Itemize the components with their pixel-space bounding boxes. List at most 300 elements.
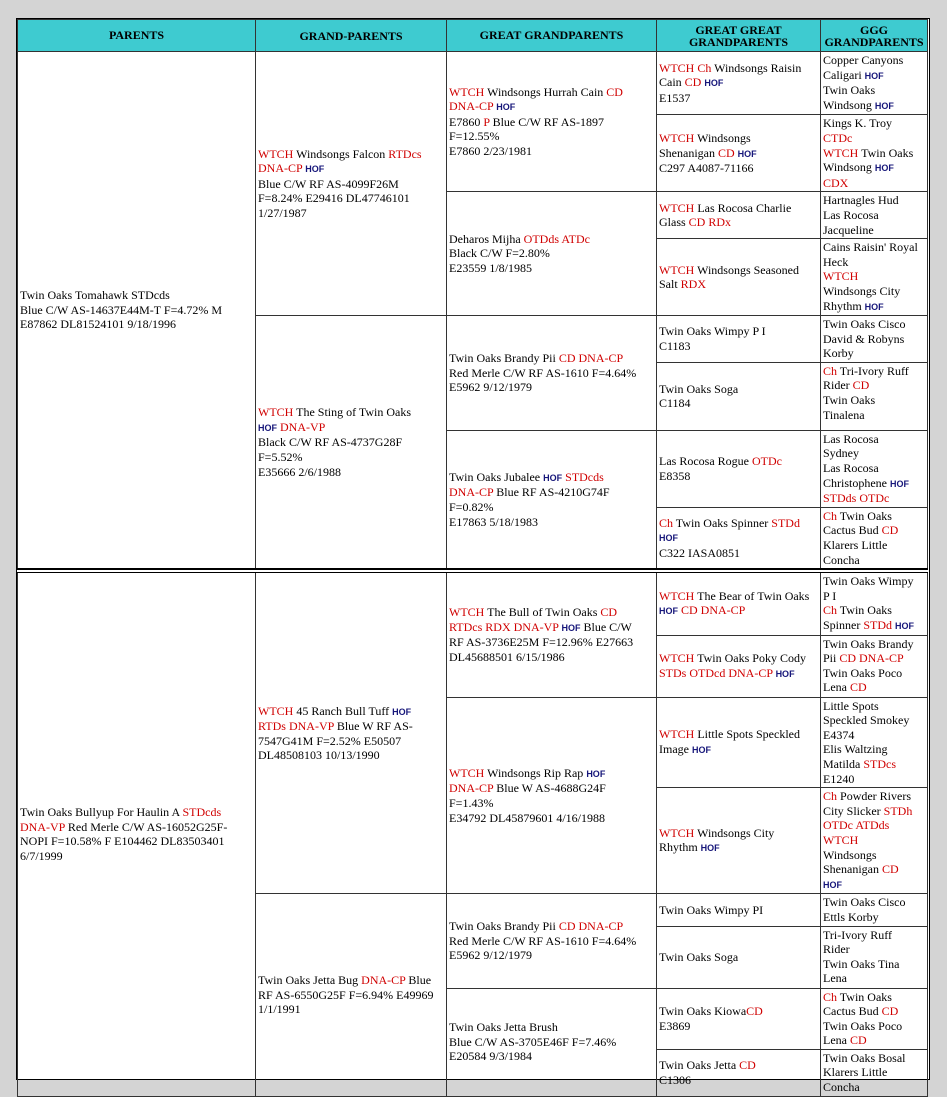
entry-line <box>823 928 925 943</box>
ggg-grandparent-cell <box>821 362 928 430</box>
entry-line <box>659 454 818 469</box>
entry-text: Concha <box>823 552 860 567</box>
ggg-grandparent-cell <box>821 430 928 507</box>
entry-line <box>258 435 444 450</box>
title-abbrev: RTDcs RDX DNA-VP <box>449 619 559 634</box>
entry-text: Sydney <box>823 446 859 461</box>
title-abbrev: CTDc <box>823 130 853 145</box>
entry-line <box>449 766 654 782</box>
entry-text: Hartnagles Hud <box>823 193 899 208</box>
entry-text: Lena <box>823 971 847 986</box>
entry-line <box>823 509 925 524</box>
entry-line <box>449 232 654 247</box>
title-abbrev: STDd <box>863 618 893 632</box>
entry-text: Rhythm <box>659 840 701 855</box>
entry-line <box>823 98 925 114</box>
entry-line <box>823 68 925 84</box>
entry-line <box>20 288 253 303</box>
hof-badge: HOF <box>659 606 678 617</box>
entry-line <box>823 131 925 146</box>
entry-text: C297 A4087-71166 <box>659 161 754 176</box>
entry-line <box>823 299 925 315</box>
entry-text: E23559 1/8/1985 <box>449 261 532 276</box>
entry-line <box>449 366 654 381</box>
entry-line <box>659 201 818 216</box>
entry-line <box>823 393 925 408</box>
entry-line <box>659 146 818 162</box>
entry-text: Concha <box>823 1080 860 1095</box>
title-abbrev: RDX <box>680 277 707 292</box>
entry-text: Twin Oaks Poco <box>823 665 903 680</box>
great-grandparent-cell <box>447 988 657 1096</box>
entry-line <box>659 589 818 604</box>
entry-text: Matilda <box>823 756 864 771</box>
title-abbrev: RTDcs <box>388 146 422 161</box>
entry-line <box>823 877 925 893</box>
title-abbrev: CD DNA-CP <box>839 651 904 666</box>
entry-text: F=12.55% <box>449 129 500 144</box>
ggg-grandparent-cell <box>821 635 928 697</box>
entry-text: Twin Oaks Tomahawk STDcds <box>20 288 170 303</box>
entry-line <box>449 919 654 934</box>
entry-text: Windsongs Raisin <box>711 60 802 75</box>
entry-text: Red Merle C/W RF AS-1610 F=4.64% <box>449 933 637 948</box>
entry-text: Twin Oaks Cisco <box>823 895 906 910</box>
entry-line <box>823 346 925 361</box>
entry-text: Twin Oaks Wimpy <box>823 574 914 589</box>
entry-line <box>449 261 654 276</box>
ggg-grandparent-cell <box>821 239 928 316</box>
title-abbrev: CD <box>849 680 867 695</box>
entry-text: Windsongs City <box>823 283 901 298</box>
ggg-grandparent-cell <box>821 988 928 1049</box>
entry-text: Klarers Little <box>823 538 888 553</box>
entry-text: Shenanigan <box>823 862 882 877</box>
header-parents: PARENTS <box>18 20 256 52</box>
great-grandparent-cell <box>447 697 657 894</box>
title-abbrev: OTDds ATDc <box>523 231 590 246</box>
entry-line <box>659 666 818 682</box>
entry-line <box>823 713 925 728</box>
hof-badge: HOF <box>704 78 724 89</box>
great-grandparent-cell <box>447 316 657 431</box>
entry-line <box>659 61 818 76</box>
entry-line <box>449 129 654 144</box>
entry-line <box>659 546 818 561</box>
entry-line <box>659 161 818 176</box>
gg-grandparent-cell <box>657 635 821 697</box>
entry-text: Windsongs Rip Rap <box>484 765 587 780</box>
title-abbrev: DNA-VP <box>280 419 326 434</box>
entry-text: E1537 <box>659 90 691 105</box>
ggg-grandparent-cell <box>821 52 928 115</box>
entry-text: Twin Oaks <box>823 393 876 408</box>
entry-line <box>258 465 444 480</box>
ggg-grandparent-cell <box>821 192 928 239</box>
gg-grandparent-cell <box>657 430 821 507</box>
hof-badge: HOF <box>874 163 894 174</box>
entry-line <box>823 223 925 238</box>
entry-line <box>823 772 925 787</box>
entry-line <box>258 450 444 465</box>
entry-text: Glass <box>659 215 689 230</box>
grandparent-cell <box>256 52 447 316</box>
entry-line <box>449 246 654 261</box>
entry-text: Little Spots Speckled <box>694 727 800 742</box>
entry-line <box>258 719 444 734</box>
entry-text: Twin Oaks Wimpy PI <box>659 902 764 917</box>
entry-line <box>823 1019 925 1034</box>
entry-line <box>258 748 444 763</box>
title-abbrev: RTDs DNA-VP <box>258 719 334 734</box>
entry-text: Speckled Smokey <box>823 713 910 728</box>
entry-line <box>449 485 654 500</box>
entry-line <box>659 91 818 106</box>
gg-grandparent-cell <box>657 788 821 894</box>
entry-text: Blue C/W AS-3705E46F F=7.46% <box>449 1034 617 1049</box>
entry-line <box>823 208 925 223</box>
entry-text: Ettls Korby <box>823 909 879 924</box>
entry-text: DL48508103 10/13/1990 <box>258 748 380 763</box>
entry-text: Windsongs <box>823 847 877 862</box>
entry-line <box>449 781 654 796</box>
ggg-grandparent-cell <box>821 788 928 894</box>
entry-text: Twin Oaks <box>837 989 892 1004</box>
entry-line <box>258 405 444 420</box>
entry-line <box>823 1065 925 1080</box>
entry-text: Blue C/W RF AS-4099F26M <box>258 176 399 191</box>
entry-text: Blue C/W AS-14637E44M-T F=4.72% M <box>20 302 223 317</box>
entry-text: Twin Oaks <box>823 83 876 98</box>
title-abbrev: WTCH <box>823 145 859 160</box>
entry-line <box>823 833 925 848</box>
entry-line <box>823 408 925 423</box>
grandparent-cell <box>256 894 447 1096</box>
entry-text: Lena <box>823 1033 850 1048</box>
title-abbrev: Ch <box>659 515 674 530</box>
title-abbrev: STDcds <box>182 805 222 820</box>
title-abbrev: WTCH <box>258 405 294 420</box>
entry-text: Las Rocosa Charlie <box>694 200 792 215</box>
entry-line <box>823 804 925 819</box>
title-abbrev: CD <box>849 1033 867 1048</box>
entry-text: F=5.52% <box>258 449 303 464</box>
title-abbrev: WTCH <box>449 84 485 99</box>
entry-text: Tri-Ivory Ruff <box>837 363 909 378</box>
entry-text: Twin Oaks Jetta Bug <box>258 973 362 988</box>
entry-line <box>823 862 925 877</box>
entry-text: Las Rocosa <box>823 461 879 476</box>
entry-line <box>659 530 818 546</box>
entry-text: Twin Oaks Jetta <box>659 1058 740 1073</box>
entry-line <box>823 1033 925 1048</box>
entry-text: E3869 <box>659 1018 691 1033</box>
entry-line <box>823 160 925 176</box>
title-abbrev: CD <box>600 605 618 620</box>
entry-text: E20584 9/3/1984 <box>449 1049 532 1064</box>
entry-line <box>823 848 925 863</box>
entry-line <box>823 789 925 804</box>
entry-line <box>449 1049 654 1064</box>
header-grandparents: GRAND-PARENTS <box>256 20 447 52</box>
entry-text: Twin Oaks Poky Cody <box>694 651 806 665</box>
entry-text: The Sting of Twin Oaks <box>293 405 412 420</box>
entry-line <box>258 704 444 720</box>
entry-line <box>823 818 925 833</box>
entry-text: C322 IASA0851 <box>659 545 741 560</box>
title-abbrev: WTCH <box>449 605 485 620</box>
entry-line <box>659 651 818 666</box>
entry-text: The Bear of Twin Oaks <box>694 588 810 603</box>
title-abbrev: STDcds <box>565 469 604 484</box>
header-ggg-grandparents: GGG GRANDPARENTS <box>821 20 928 52</box>
title-abbrev: CD DNA-CP <box>681 603 746 618</box>
entry-text: F=8.24% E29416 DL47746101 <box>258 191 410 206</box>
entry-line <box>449 1035 654 1050</box>
entry-text: E87862 DL81524101 9/18/1996 <box>20 317 176 332</box>
parent-cell <box>18 573 256 1096</box>
entry-text: Las Rocosa <box>823 207 879 222</box>
entry-text: Twin Oaks <box>858 145 914 160</box>
entry-text: C1306 <box>659 1072 692 1087</box>
entry-line <box>823 637 925 652</box>
title-abbrev: WTCH <box>823 269 859 284</box>
entry-line <box>823 742 925 757</box>
entry-text: Twin Oaks Bullyup For Haulin A <box>20 805 183 820</box>
entry-line <box>449 948 654 963</box>
title-abbrev: WTCH <box>659 727 695 742</box>
hof-badge: HOF <box>496 102 516 113</box>
entry-text: Blue C/W <box>580 619 632 634</box>
entry-text: NOPI F=10.58% F E104462 DL83503401 <box>20 834 225 849</box>
entry-line <box>258 206 444 221</box>
entry-text: Red Merle C/W RF AS-1610 F=4.64% <box>449 365 637 380</box>
entry-line <box>823 538 925 553</box>
entry-line <box>258 420 444 436</box>
title-abbrev: CD RDx <box>688 215 732 230</box>
pedigree-row <box>18 52 928 115</box>
header-row <box>18 20 928 52</box>
entry-text: 6/7/1999 <box>20 849 63 864</box>
entry-text: Kings K. Troy <box>823 116 893 131</box>
gg-grandparent-cell <box>657 52 821 115</box>
entry-line <box>449 351 654 366</box>
entry-line <box>449 515 654 530</box>
gg-grandparent-cell <box>657 926 821 988</box>
entry-line <box>659 277 818 292</box>
entry-line <box>659 215 818 230</box>
title-abbrev: WTCH <box>258 146 294 161</box>
entry-line <box>20 317 253 332</box>
entry-line <box>823 146 925 161</box>
hof-badge: HOF <box>543 472 563 483</box>
entry-text: E35666 2/6/1988 <box>258 464 341 479</box>
entry-line <box>659 75 818 91</box>
title-abbrev: STDds OTDc <box>823 491 890 506</box>
entry-text: RF AS-6550G25F F=6.94% E49969 <box>258 987 434 1002</box>
entry-text: The Bull of Twin Oaks <box>484 605 601 620</box>
entry-text: E1240 <box>823 771 855 786</box>
gg-grandparent-cell <box>657 573 821 635</box>
entry-text: RF AS-3736E25M F=12.96% E27663 <box>449 635 634 650</box>
gg-grandparent-cell <box>657 507 821 569</box>
entry-text: Powder Rivers <box>837 789 912 804</box>
entry-line <box>823 957 925 972</box>
entry-line <box>449 380 654 395</box>
entry-text: David & Robyns <box>823 331 905 346</box>
entry-text: F=0.82% <box>449 500 494 515</box>
entry-text: E34792 DL45879601 4/16/1988 <box>449 810 605 825</box>
entry-line <box>449 934 654 949</box>
title-abbrev: DNA-CP <box>449 485 494 500</box>
hof-badge: HOF <box>305 164 325 175</box>
gg-grandparent-cell <box>657 115 821 192</box>
hof-badge: HOF <box>895 621 915 631</box>
entry-text: Cactus Bud <box>823 523 882 538</box>
entry-line <box>659 396 818 411</box>
pedigree-chart <box>16 18 930 1095</box>
entry-line <box>449 605 654 620</box>
entry-line <box>20 834 253 849</box>
entry-text: Pii <box>823 651 840 666</box>
entry-line <box>823 1051 925 1066</box>
entry-line <box>258 191 444 206</box>
entry-line <box>823 240 925 255</box>
hof-badge: HOF <box>561 622 581 633</box>
entry-text: E8358 <box>659 468 691 483</box>
title-abbrev: Ch <box>823 603 838 618</box>
entry-line <box>659 263 818 278</box>
grandparent-cell <box>256 316 447 570</box>
entry-text: Windsongs <box>694 130 751 145</box>
entry-line <box>823 446 925 461</box>
title-abbrev: WTCH <box>823 832 859 847</box>
entry-text: Caligari <box>823 67 865 82</box>
title-abbrev: WTCH <box>659 262 695 277</box>
entry-text: Twin Oaks Wimpy P I <box>659 324 766 339</box>
entry-text: Little Spots <box>823 698 879 713</box>
entry-text: Salt <box>659 277 681 292</box>
entry-line <box>823 680 925 695</box>
entry-line <box>449 650 654 665</box>
title-abbrev: CD <box>739 1058 756 1073</box>
entry-line <box>659 1019 818 1034</box>
ggg-grandparent-cell <box>821 507 928 569</box>
entry-text: Rhythm <box>823 298 865 313</box>
entry-line <box>823 1080 925 1095</box>
entry-text: Tri-Ivory Ruff <box>823 927 893 942</box>
entry-text: Korby <box>823 346 854 361</box>
entry-line <box>20 303 253 318</box>
entry-line <box>659 950 818 965</box>
entry-line <box>823 378 925 393</box>
entry-text: Las Rocosa <box>823 431 879 446</box>
entry-text: 1/27/1987 <box>258 205 307 220</box>
gg-grandparent-cell <box>657 894 821 926</box>
entry-line <box>823 699 925 714</box>
entry-line <box>659 324 818 339</box>
entry-text: Elis Waltzing <box>823 742 888 757</box>
gg-grandparent-cell <box>657 1049 821 1096</box>
title-abbrev: CDX <box>823 175 849 190</box>
title-abbrev: WTCH <box>258 703 294 718</box>
entry-text: Twin Oaks Brandy <box>823 636 914 651</box>
entry-text: Twin Oaks Soga <box>659 949 739 964</box>
entry-line <box>659 727 818 742</box>
title-abbrev: WTCH <box>659 200 695 215</box>
hof-badge: HOF <box>890 478 909 489</box>
great-grandparent-cell <box>447 52 657 192</box>
entry-line <box>823 971 925 986</box>
title-abbrev: Ch <box>823 363 838 378</box>
entry-line <box>258 973 444 988</box>
entry-text: Blue RF AS-4210G74F <box>493 485 610 500</box>
entry-text: Twin Oaks Brandy Pii <box>449 919 559 934</box>
title-abbrev: DNA-CP <box>361 973 406 988</box>
entry-text: Christophene <box>823 475 890 490</box>
ggg-grandparent-cell <box>821 894 928 926</box>
entry-line <box>823 553 925 568</box>
entry-line <box>449 99 654 115</box>
title-abbrev: OTDc <box>751 454 782 469</box>
title-abbrev: DNA-VP <box>20 819 65 834</box>
parent-cell <box>18 52 256 570</box>
entry-text: F=1.43% <box>449 795 494 810</box>
entry-text: Twin Oaks <box>837 603 892 618</box>
entry-text: Klarers Little <box>823 1065 888 1080</box>
entry-text: Twin Oaks Bosal <box>823 1050 906 1065</box>
title-abbrev: OTDc ATDds <box>823 818 890 833</box>
entry-text: Twin Oaks Tina <box>823 956 900 971</box>
entry-text: 1/1/1991 <box>258 1002 301 1017</box>
entry-text: E5962 9/12/1979 <box>449 380 532 395</box>
gg-grandparent-cell <box>657 192 821 239</box>
entry-line <box>823 895 925 910</box>
entry-text: Twin Oaks Soga <box>659 381 739 396</box>
entry-line <box>659 382 818 397</box>
title-abbrev: DNA-CP <box>258 161 303 176</box>
entry-line <box>449 1020 654 1035</box>
entry-line <box>659 742 818 758</box>
great-grandparent-cell <box>447 430 657 569</box>
entry-line <box>449 85 654 100</box>
entry-line <box>449 115 654 130</box>
entry-line <box>823 53 925 68</box>
entry-line <box>659 516 818 531</box>
hof-badge: HOF <box>586 768 606 779</box>
ggg-grandparent-cell <box>821 1049 928 1096</box>
entry-line <box>823 757 925 772</box>
entry-text: Twin Oaks Jubalee <box>449 469 544 484</box>
title-abbrev: WTCH <box>659 651 695 665</box>
entry-text: Cain <box>659 75 685 90</box>
hof-badge: HOF <box>258 422 277 433</box>
entry-line <box>659 339 818 354</box>
great-grandparent-cell <box>447 894 657 988</box>
entry-line <box>823 432 925 447</box>
entry-text: Windsong <box>823 160 875 175</box>
great-grandparent-cell <box>447 573 657 697</box>
entry-line <box>823 523 925 538</box>
title-abbrev: CD <box>718 145 735 160</box>
entry-line <box>449 144 654 159</box>
entry-text: Shenanigan <box>659 145 718 160</box>
title-abbrev: DNA-CP <box>449 781 494 796</box>
entry-line <box>449 811 654 826</box>
entry-line <box>449 635 654 650</box>
title-abbrev: STDh <box>883 803 913 818</box>
entry-text: C1183 <box>659 338 691 353</box>
